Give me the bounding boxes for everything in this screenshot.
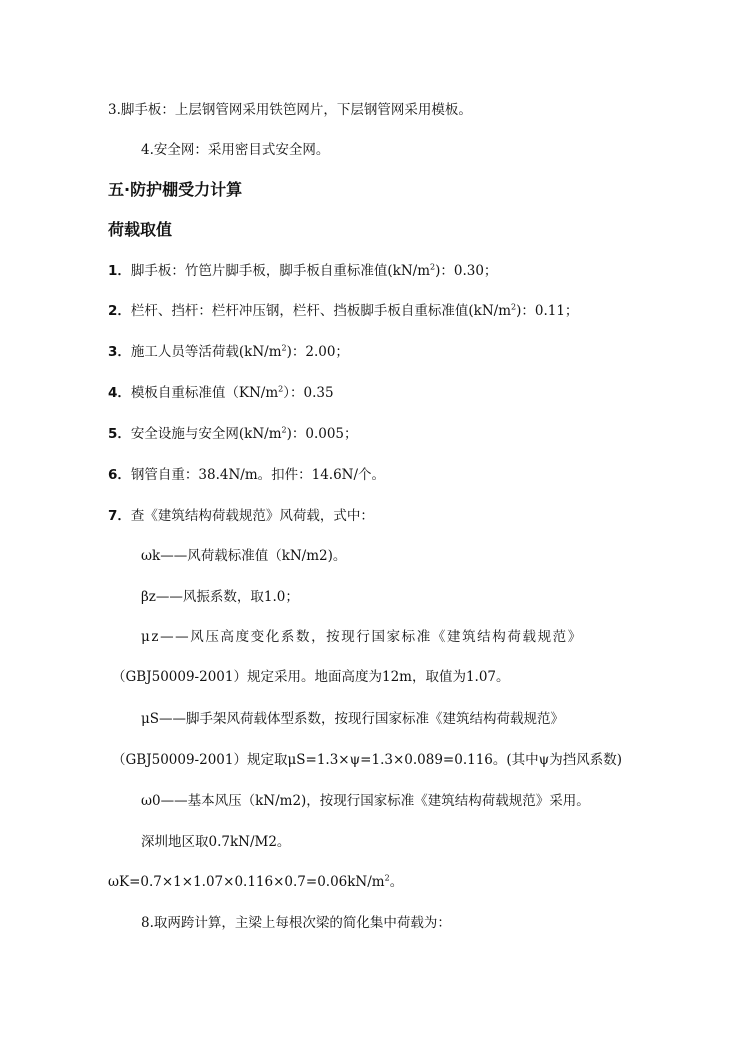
item-number: 2． <box>108 303 131 319</box>
definition-us-continued: （GBJ50009-2001）规定取μS=1.3×ψ=1.3×0.089=0.116。(其中ψ为挡风系数) <box>112 752 623 768</box>
item-text-tail: )：0.11； <box>516 303 579 319</box>
superscript: 2 <box>384 873 390 883</box>
superscript: 2 <box>281 343 287 353</box>
item-number: 5． <box>108 426 131 442</box>
paragraph-two-span: 8.取两跨计算，主梁上每根次梁的简化集中荷载为： <box>141 915 451 931</box>
superscript: 2 <box>430 262 436 272</box>
subsection-title: 荷载取值 <box>108 220 173 239</box>
formula-tail: 。 <box>389 874 404 890</box>
item-number: 4． <box>108 385 131 401</box>
load-item <box>108 466 385 484</box>
definition-us: μS——脚手架风荷载体型系数，按现行国家标准《建筑结构荷载规范》 <box>141 711 565 727</box>
definition-uz: μz——风压高度变化系数，按现行国家标准《建筑结构荷载规范》 <box>141 629 583 645</box>
load-item <box>108 262 497 280</box>
superscript: 2 <box>511 302 517 312</box>
load-item <box>108 384 334 402</box>
paragraph-safety-net: 4.安全网：采用密目式安全网。 <box>141 142 330 158</box>
section-title: 五·防护棚受力计算 <box>108 180 243 199</box>
definition-wk: ωk——风荷载标准值（kN/m2)。 <box>141 548 347 564</box>
item-text-tail: )：0.30； <box>435 263 498 279</box>
load-item <box>108 507 374 525</box>
formula-text: ωK=0.7×1×1.07×0.116×0.7=0.06kN/m <box>108 874 385 890</box>
item-number: 3． <box>108 344 131 360</box>
item-text: 施工人员等活荷载(kN/m <box>130 344 282 360</box>
item-text: 模板自重标准值（KN/m <box>130 385 279 401</box>
item-text-tail: )：0.005； <box>286 426 358 442</box>
paragraph-scaffold-board: 3.脚手板：上层钢管网采用铁笆网片，下层钢管网采用模板。 <box>108 102 472 118</box>
item-number: 6． <box>108 467 131 483</box>
item-text-tail: ）：0.35 <box>283 385 334 401</box>
item-text: 栏杆、挡杆：栏杆冲压钢，栏杆、挡板脚手板自重标准值(kN/m <box>130 303 512 319</box>
item-text: 脚手板：竹笆片脚手板，脚手板自重标准值(kN/m <box>130 263 431 279</box>
definition-bz: βz——风振系数，取1.0； <box>141 589 299 605</box>
wind-load-formula <box>108 873 403 891</box>
item-number: 1． <box>108 263 131 279</box>
load-item <box>108 425 358 443</box>
item-text: 安全设施与安全网(kN/m <box>130 426 282 442</box>
load-item <box>108 302 578 320</box>
item-text: 查《建筑结构荷载规范》风荷载，式中： <box>130 508 374 524</box>
superscript: 2 <box>281 425 287 435</box>
item-text-tail: )：2.00； <box>286 344 349 360</box>
item-number: 7． <box>108 508 131 524</box>
definition-w0: ω0——基本风压（kN/m2)，按现行国家标准《建筑结构荷载规范》采用。 <box>141 793 590 809</box>
item-text: 钢管自重：38.4N/m。扣件：14.6N/个。 <box>130 467 386 483</box>
definition-uz-continued: （GBJ50009-2001）规定采用。地面高度为12m，取值为1.07。 <box>112 669 510 685</box>
shenzhen-value: 深圳地区取0.7kN/M2。 <box>141 834 291 850</box>
superscript: 2 <box>278 384 284 394</box>
load-item <box>108 343 349 361</box>
